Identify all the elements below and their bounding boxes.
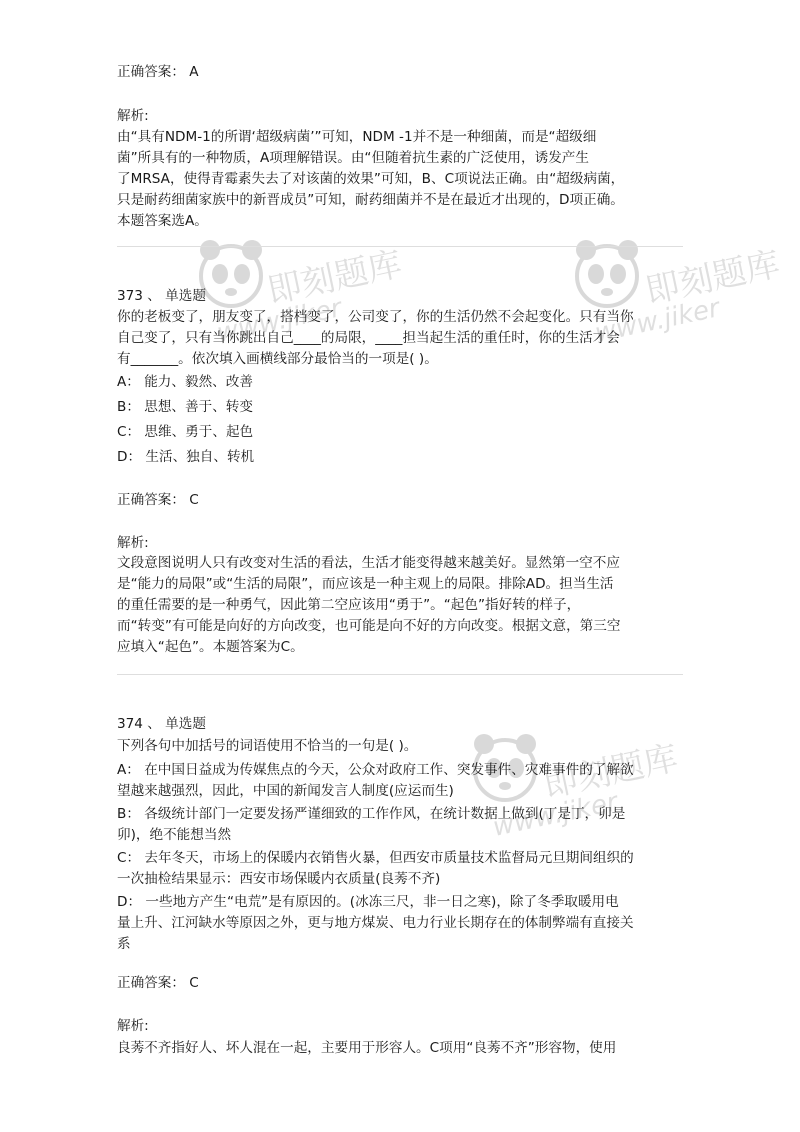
q374-analysis-text — [117, 1038, 683, 1059]
q374-option-b — [117, 804, 683, 846]
q373-option-a: A： 能力、毅然、改善 — [117, 374, 253, 390]
q374-option-b-line: B： 各级统计部门一定要发扬严谨细致的工作作风，在统计数据上做到(丁是丁，卯是 — [117, 806, 626, 822]
q374-analysis-label: 解析: — [117, 1018, 149, 1034]
q374-option-d-line: D： 一些地方产生“电荒”是有原因的。(冰冻三尺，非一日之寒)，除了冬季取暖用电 — [117, 894, 619, 910]
q374-option-a-line: 望越来越强烈，因此，中国的新闻发言人制度(应运而生) — [117, 783, 454, 799]
q372-analysis-label: 解析: — [117, 108, 149, 124]
q373-analysis-line: 的重任需要的是一种勇气，因此第二空应该用“勇于”。“起色”指好转的样子， — [117, 597, 581, 613]
q374-option-c — [117, 848, 683, 890]
section-divider — [117, 674, 683, 675]
watermark-brand-en: www.jiker — [490, 787, 621, 843]
q374-answer: 正确答案： C — [117, 975, 199, 991]
watermark-brand-cn: 即刻题库 — [264, 244, 406, 312]
panda-logo-icon — [572, 236, 642, 316]
q373-stem-line: 有_______。依次填入画横线部分最恰当的一项是( )。 — [117, 351, 438, 367]
q374-option-a-line: A： 在中国日益成为传媒焦点的今天，公众对政府工作、突发事件、灾难事件的了解欲 — [117, 762, 634, 778]
q372-analysis-line: 了MRSA，使得青霉素失去了对该菌的效果”可知，B、C项说法正确。由“超级病菌， — [117, 171, 625, 187]
q373-option-d: D： 生活、独自、转机 — [117, 449, 255, 465]
q374-option-a — [117, 760, 683, 802]
q373-header: 373 、 单选题 — [117, 288, 206, 304]
q374-option-c-line: 一次抽检结果显示：西安市场保暖内衣质量(良莠不齐) — [117, 871, 441, 887]
q372-analysis-line: 菌”所具有的一种物质，A项理解错误。由“但随着抗生素的广泛使用，诱发产生 — [117, 150, 589, 166]
watermark-brand-en: www.jiker — [214, 293, 345, 349]
q374-option-b-line: 卯)，绝不能想当然 — [117, 827, 232, 843]
q373-option-c: C： 思维、勇于、起色 — [117, 424, 254, 440]
q373-analysis-line: 是“能力的局限”或“生活的局限”，而应该是一种主观上的局限。排除AD。担当生活 — [117, 576, 614, 592]
watermark-brand-cn: 即刻题库 — [540, 738, 682, 806]
q373-stem-line: 自己变了，只有当你跳出自己____的局限，____担当起生活的重任时，你的生活才会 — [117, 330, 620, 346]
q373-answer: 正确答案： C — [117, 492, 199, 508]
q374-header: 374 、 单选题 — [117, 716, 206, 732]
q373-analysis-text — [117, 553, 683, 658]
q373-option-b: B： 思想、善于、转变 — [117, 399, 253, 415]
q373-analysis-line: 应填入“起色”。本题答案为C。 — [117, 639, 304, 655]
q373-analysis-label: 解析: — [117, 535, 149, 551]
section-divider — [117, 246, 683, 247]
q373-stem — [117, 307, 683, 370]
q372-analysis-line: 由“具有NDM-1的所谓‘超级病菌’”可知，NDM -1并不是一种细菌，而是“超级细 — [117, 129, 597, 145]
q372-analysis-line: 本题答案选A。 — [117, 213, 208, 229]
q373-stem-line: 你的老板变了，朋友变了，搭档变了，公司变了，你的生活仍然不会起变化。只有当你 — [117, 309, 634, 325]
q374-option-d — [117, 892, 683, 955]
q374-option-d-line: 量上升、江河缺水等原因之外，更与地方煤炭、电力行业长期存在的体制弊端有直接关 — [117, 915, 634, 931]
q373-analysis-line: 而“转变”有可能是向好的方向改变，也可能是向不好的方向改变。根据文意，第三空 — [117, 618, 621, 634]
q372-answer: 正确答案： A — [117, 64, 199, 80]
q374-option-d-line: 系 — [117, 936, 131, 952]
q374-stem: 下列各句中加括号的词语使用不恰当的一句是( )。 — [117, 738, 418, 754]
q372-analysis-line: 只是耐药细菌家族中的新晋成员”可知，耐药细菌并不是在最近才出现的，D项正确。 — [117, 192, 624, 208]
panda-logo-icon — [196, 236, 266, 316]
q373-analysis-line: 文段意图说明人只有改变对生活的看法，生活才能变得越来越美好。显然第一空不应 — [117, 555, 620, 571]
q372-analysis-text — [117, 127, 683, 232]
watermark-brand-en: www.jiker — [592, 293, 723, 349]
q374-option-c-line: C： 去年冬天，市场上的保暖内衣销售火暴，但西安市质量技术监督局元旦期间组织的 — [117, 850, 634, 866]
q374-analysis-line: 良莠不齐指好人、坏人混在一起，主要用于形容人。C项用“良莠不齐”形容物，使用 — [117, 1040, 617, 1056]
watermark-brand-cn: 即刻题库 — [642, 244, 784, 312]
